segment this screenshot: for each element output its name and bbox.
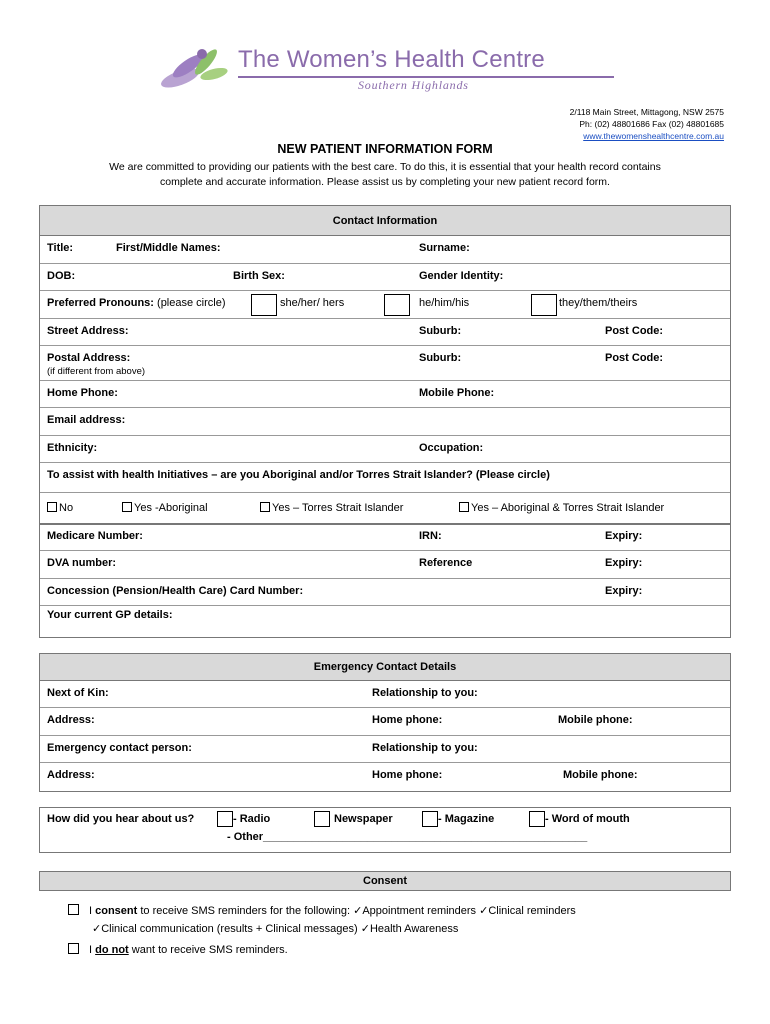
pronouns-row (40, 291, 730, 319)
no-consent-prefix: I (89, 944, 96, 956)
person-address-row[interactable] (40, 763, 730, 791)
newspaper-label: Newspaper (334, 813, 393, 825)
next-of-kin-label: Next of Kin: (47, 687, 109, 699)
kin-home-phone-label: Home phone: (372, 714, 443, 726)
consent-checkbox[interactable] (68, 904, 79, 915)
word-of-mouth-checkbox[interactable] (529, 811, 545, 827)
dva-row[interactable] (40, 551, 730, 579)
emergency-heading: Emergency Contact Details (40, 654, 730, 681)
leaf-figure-icon (158, 44, 230, 96)
logo-subtitle: Southern Highlands (358, 78, 469, 92)
atsi-no-option[interactable] (47, 502, 73, 514)
postal-address-note: (if different from above) (47, 366, 146, 377)
consent-prefix: I (89, 905, 96, 917)
no-consent-text: want to receive SMS reminders. (128, 944, 288, 956)
intro-text (50, 160, 720, 190)
consent-option (68, 902, 576, 920)
person-mobile-phone-label: Mobile phone: (563, 769, 638, 781)
consent-option-continued (92, 920, 458, 938)
pronoun-she-checkbox[interactable] (251, 294, 277, 316)
person-relationship-label: Relationship to you: (372, 742, 478, 754)
logo-title: The Women’s Health Centre (238, 46, 545, 73)
form-title: NEW PATIENT INFORMATION FORM (277, 142, 493, 156)
atsi-tsi-option[interactable] (260, 502, 403, 514)
ethnicity-row[interactable] (40, 436, 730, 463)
gp-details-label: Your current GP details: (47, 609, 173, 621)
checkbox-icon (260, 502, 270, 512)
pronoun-they-label: they/them/theirs (559, 297, 638, 309)
pronoun-they-checkbox[interactable] (531, 294, 557, 316)
atsi-aboriginal-option[interactable] (122, 502, 208, 514)
consent-text: to receive SMS reminders for the following: ✓Appointment reminders ✓Clinical reminders (137, 905, 576, 917)
postal-post-code-label: Post Code: (605, 352, 664, 364)
dob-row[interactable] (40, 264, 730, 291)
magazine-label: - Magazine (438, 813, 495, 825)
pronoun-he-checkbox[interactable] (384, 294, 410, 316)
atsi-both-label: Yes – Aboriginal & Torres Strait Islander (471, 502, 665, 514)
email-row[interactable] (40, 408, 730, 436)
phone-row[interactable] (40, 381, 730, 408)
email-label: Email address: (47, 414, 126, 426)
reference-label: Reference (419, 557, 473, 569)
medicare-expiry-label: Expiry: (605, 530, 643, 542)
concession-label: Concession (Pension/Health Care) Card Number: (47, 585, 304, 597)
street-address-row[interactable] (40, 319, 730, 346)
pronouns-label (47, 297, 226, 309)
dob-label: DOB: (47, 270, 76, 282)
address-line: 2/118 Main Street, Mittagong, NSW 2575 (569, 107, 724, 117)
person-home-phone-label: Home phone: (372, 769, 443, 781)
consent-keyword: consent (95, 905, 138, 917)
name-row[interactable] (40, 236, 730, 264)
health-initiatives-question: To assist with health Initiatives – are you Aboriginal and/or Torres Strait Islander? (Please circle) (47, 469, 550, 481)
ethnicity-label: Ethnicity: (47, 442, 98, 454)
medicare-table (39, 523, 731, 638)
kin-address-label: Address: (47, 714, 95, 726)
kin-address-row[interactable] (40, 708, 730, 736)
birth-sex-label: Birth Sex: (233, 270, 285, 282)
contact-heading: Contact Information (40, 206, 730, 236)
emergency-person-row[interactable] (40, 736, 730, 763)
occupation-label: Occupation: (419, 442, 484, 454)
mobile-phone-label: Mobile Phone: (419, 387, 495, 399)
contact-information-table (39, 205, 731, 525)
emergency-contact-table (39, 653, 731, 792)
medicare-number-label: Medicare Number: (47, 530, 143, 542)
consent-heading: Consent (40, 872, 730, 890)
kin-mobile-phone-label: Mobile phone: (558, 714, 633, 726)
atsi-options-row (40, 493, 730, 524)
emergency-person-label: Emergency contact person: (47, 742, 192, 754)
radio-checkbox[interactable] (217, 811, 233, 827)
suburb-label: Suburb: (419, 325, 462, 337)
pronoun-she-label: she/her/ hers (280, 297, 345, 309)
atsi-aboriginal-label: Yes -Aboriginal (134, 502, 208, 514)
surname-label: Surname: (419, 242, 470, 254)
gp-details-row[interactable] (40, 606, 730, 637)
atsi-tsi-label: Yes – Torres Strait Islander (272, 502, 404, 514)
intro-line-1: We are committed to providing our patients with the best care. To do this, it is essential that your health record contains (109, 161, 661, 173)
first-names-label: First/Middle Names: (116, 242, 221, 254)
dva-number-label: DVA number: (47, 557, 117, 569)
atsi-both-option[interactable] (459, 502, 664, 514)
postal-suburb-label: Suburb: (419, 352, 462, 364)
home-phone-label: Home Phone: (47, 387, 118, 399)
magazine-checkbox[interactable] (422, 811, 438, 827)
radio-label: - Radio (233, 813, 271, 825)
clinic-logo (158, 44, 628, 96)
postal-address-label: Postal Address: (47, 352, 131, 364)
atsi-no-label: No (59, 502, 74, 514)
no-consent-keyword: do not (95, 944, 129, 956)
consent-text-line2: ✓Clinical communication (results + Clinical messages) ✓Health Awareness (92, 923, 459, 935)
kin-relationship-label: Relationship to you: (372, 687, 478, 699)
street-address-label: Street Address: (47, 325, 129, 337)
pronouns-label-text: Preferred Pronouns: (47, 297, 154, 309)
consent-table (39, 871, 731, 891)
pronouns-hint: (please circle) (157, 297, 226, 309)
gender-identity-label: Gender Identity: (419, 270, 504, 282)
next-of-kin-row[interactable] (40, 681, 730, 708)
referral-question: How did you hear about us? (47, 813, 195, 825)
no-consent-option (68, 941, 288, 959)
other-field[interactable]: - Other_____________________________________________________ (227, 831, 588, 843)
checkbox-icon (47, 502, 57, 512)
dva-expiry-label: Expiry: (605, 557, 643, 569)
person-address-label: Address: (47, 769, 95, 781)
checkbox-icon (459, 502, 469, 512)
newspaper-checkbox[interactable] (314, 811, 330, 827)
title-label: Title: (47, 242, 74, 254)
post-code-label: Post Code: (605, 325, 664, 337)
referral-table (39, 807, 731, 853)
health-initiatives-row (40, 463, 730, 493)
postal-address-row[interactable] (40, 346, 730, 381)
irn-label: IRN: (419, 530, 442, 542)
phone-line: Ph: (02) 48801686 Fax (02) 48801685 (579, 119, 724, 129)
concession-expiry-label: Expiry: (605, 585, 643, 597)
medicare-row[interactable] (40, 524, 730, 551)
concession-row[interactable] (40, 579, 730, 606)
intro-line-2: complete and accurate information. Please assist us by completing your new patient record form. (160, 176, 610, 188)
website-link[interactable]: www.thewomenshealthcentre.com.au (583, 131, 724, 141)
referral-row (40, 808, 730, 852)
pronoun-he-label: he/him/his (419, 297, 470, 309)
word-of-mouth-label: - Word of mouth (545, 813, 630, 825)
clinic-address (570, 106, 724, 142)
no-consent-checkbox[interactable] (68, 943, 79, 954)
checkbox-icon (122, 502, 132, 512)
